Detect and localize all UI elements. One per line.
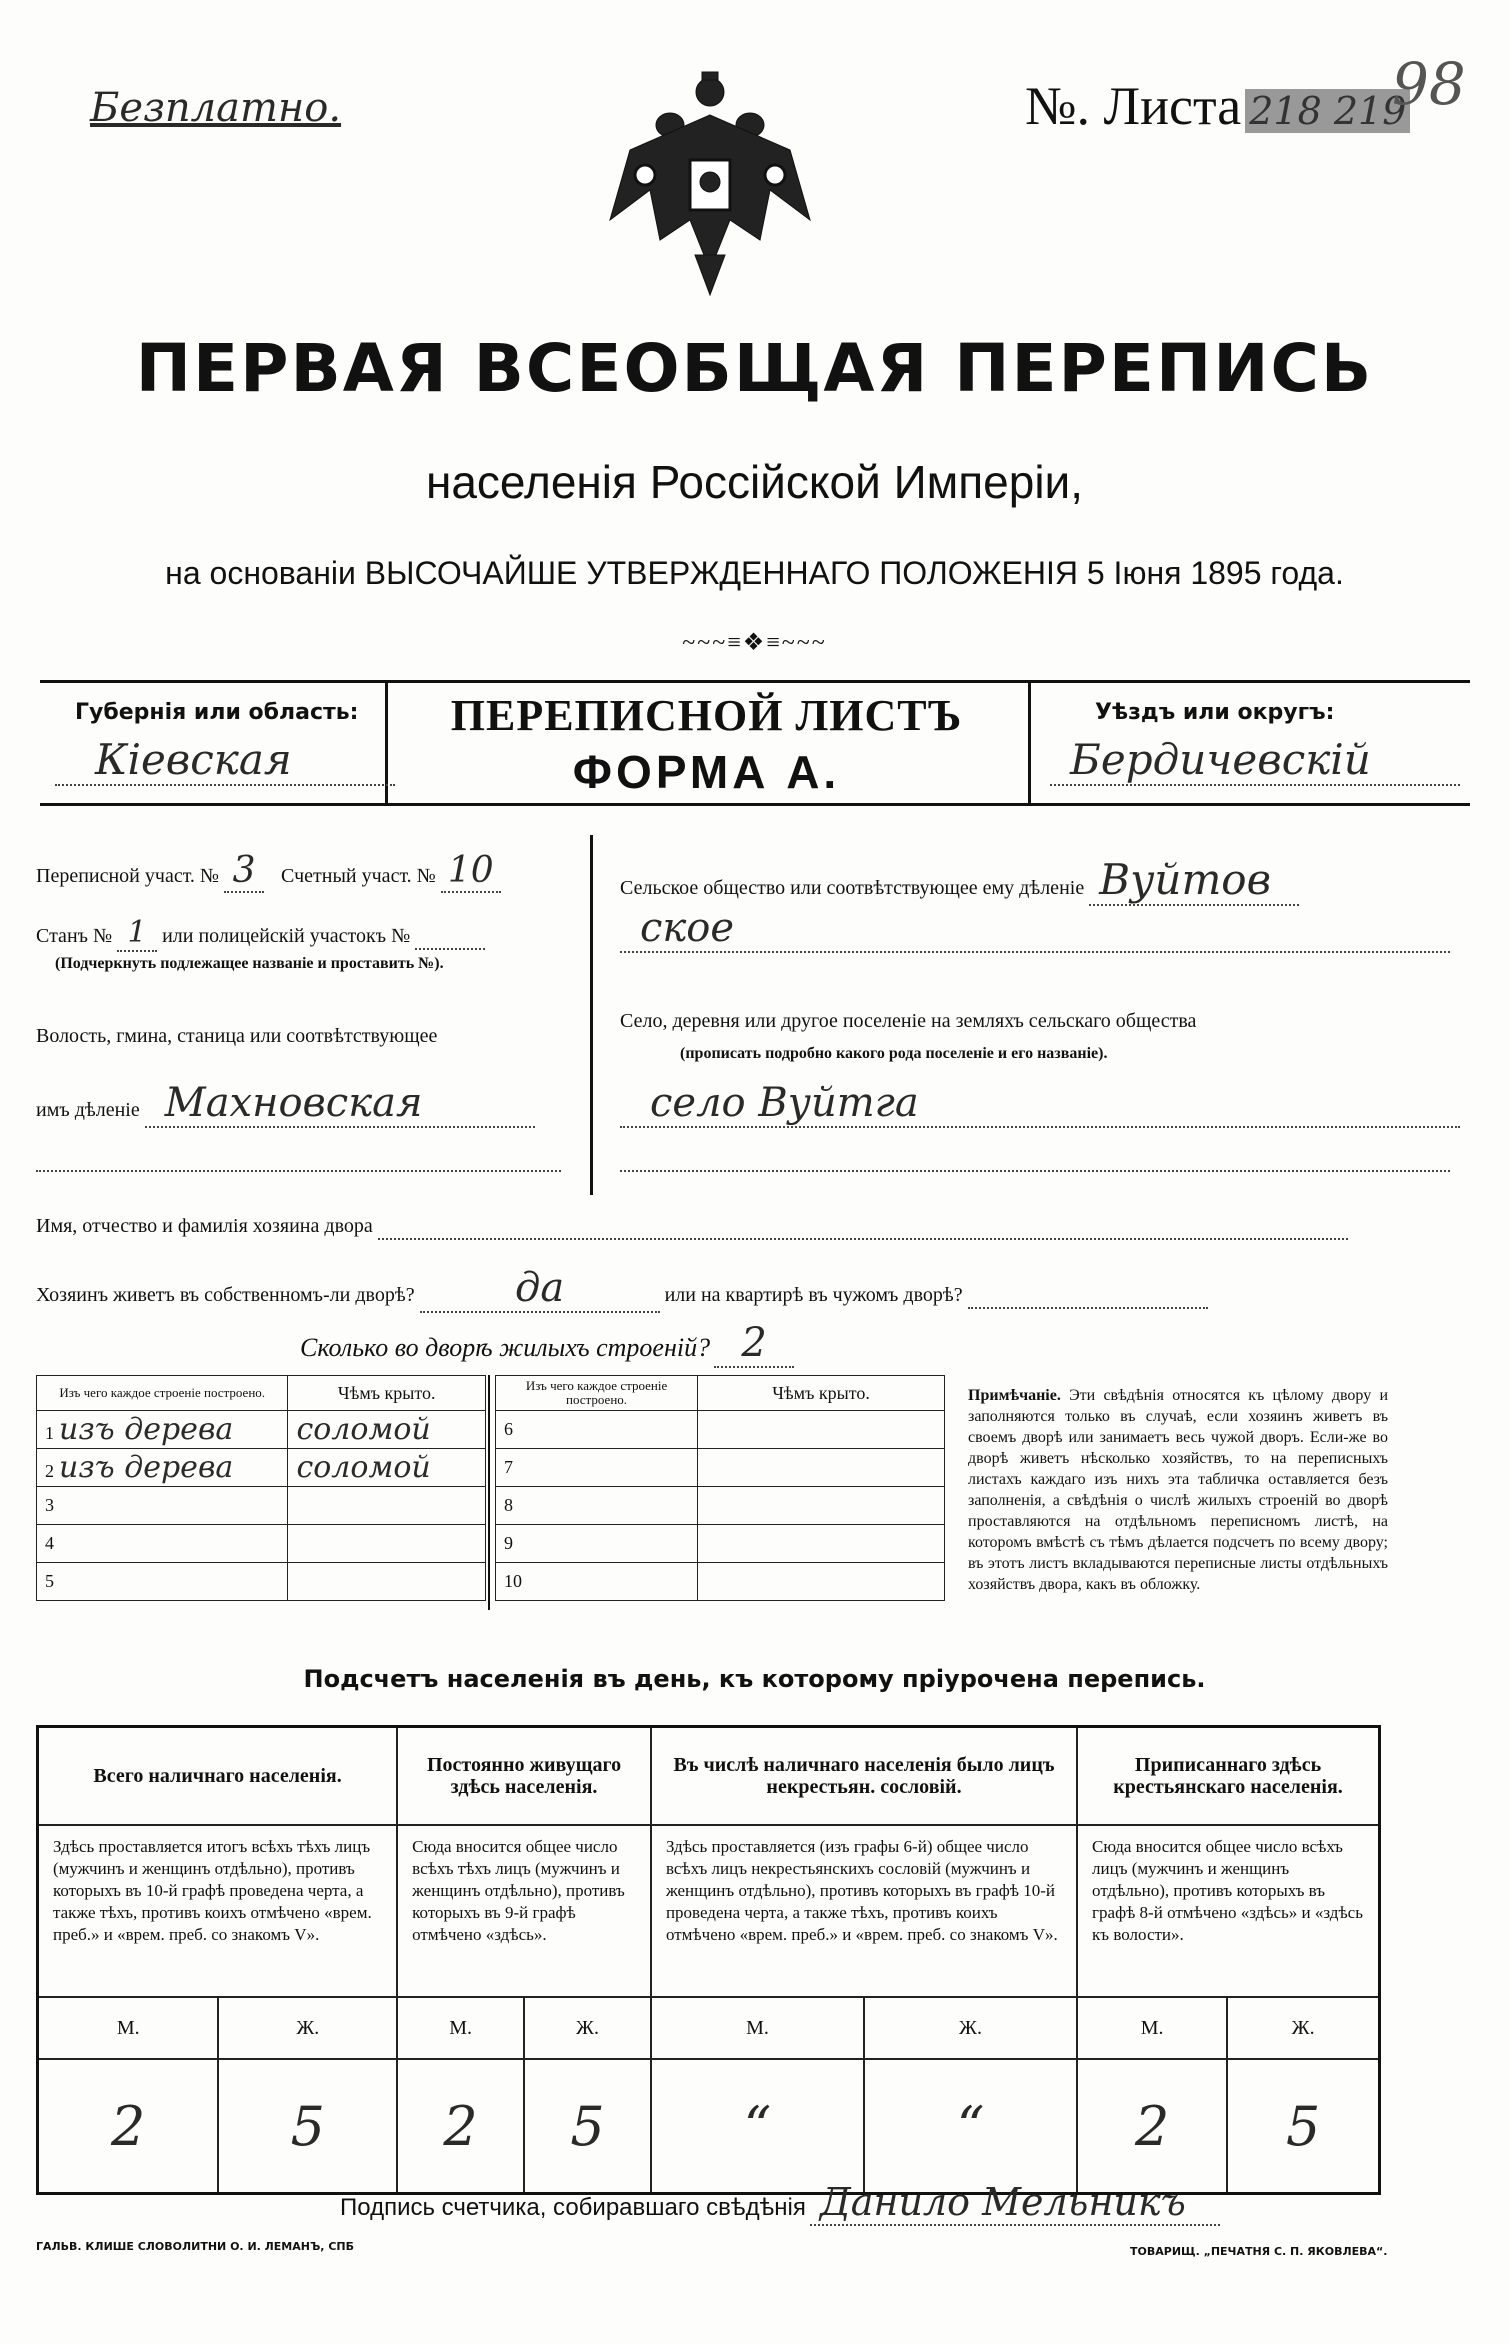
note-label: Примѣчаніе. (968, 1387, 1061, 1404)
buildings-table-right: Изъ чего каждое строеніе построено. Чѣмъ крыто. 6 7 8 9 10 (495, 1375, 945, 1601)
buildings-count-row (300, 1320, 794, 1368)
census-section-row (36, 850, 501, 893)
pop-f-label: Ж. (218, 1997, 397, 2059)
society-label: Сельское общество или соотвѣтствующее ему дѣленіе (620, 877, 1085, 899)
owner-name-label: Имя, отчество и фамилія хозяина двора (36, 1215, 373, 1237)
owner-name-row (36, 1215, 1348, 1240)
pop-m-label: М. (651, 1997, 864, 2059)
district-value: Бердичевскій (1050, 735, 1460, 786)
pop-f-label: Ж. (1227, 1997, 1379, 2059)
table-row: 10 (496, 1563, 945, 1601)
pop-col-3-desc: Здѣсь проставляется (изъ графы 6-й) общее число всѣхъ лицъ некрестьянскихъ сословій (мужчинъ и женщинъ отдѣльно), противъ которыхъ въ графѣ 10-й проведена черта, а также тѣхъ, противъ коихъ отмѣчено «врем. преб.» и «врем. преб. со знакомъ V». (651, 1825, 1077, 1997)
form-sheet-title: ПЕРЕПИСНОЙ ЛИСТЪ (450, 691, 963, 740)
pop-total-f: 5 (218, 2059, 397, 2194)
table-row: 7 (496, 1449, 945, 1487)
village-label: Село, деревня или другое поселеніе на земляхъ сельскаго общества (620, 1010, 1197, 1032)
pop-col-3-head: Въ числѣ наличнаго населенія было лицъ некрестьян. сословій. (651, 1727, 1077, 1826)
volost-blank-line (36, 1160, 561, 1172)
society-row (620, 855, 1299, 906)
volost-value: Махновская (145, 1080, 535, 1128)
pop-registered-m: 2 (1077, 2059, 1227, 2194)
counting-section-label: Счетный участ. № (281, 865, 436, 887)
buildings-count-value: 2 (714, 1320, 794, 1368)
village-blank-line (620, 1160, 1450, 1172)
pop-f-label: Ж. (524, 1997, 651, 2059)
imperial-eagle-emblem (590, 70, 830, 300)
province-value: Кіевская (55, 735, 395, 786)
census-section-label: Переписной участ. № (36, 865, 220, 887)
page-title: ПЕРВАЯ ВСЕОБЩАЯ ПЕРЕПИСЬ (135, 330, 1374, 407)
pop-permanent-f: 5 (524, 2059, 651, 2194)
form-header-top-rule (40, 680, 1470, 683)
district-label: Уѣздъ или округъ: (1095, 700, 1335, 725)
stan-row (36, 915, 485, 952)
page-subtitle: населенія Россійской Имперіи, (425, 456, 1084, 508)
police-blank (415, 925, 485, 950)
table-row: 2 изъ дерева соломой (37, 1449, 486, 1487)
table-row: 1 изъ дерева соломой (37, 1411, 486, 1449)
own-yard-label: Хозяинъ живетъ въ собственномъ-ли дворѣ? (36, 1284, 415, 1306)
rented-label: или на квартирѣ въ чужомъ дворѣ? (664, 1284, 963, 1306)
col-roof-header: Чѣмъ крыто. (288, 1376, 486, 1411)
form-header-bottom-rule (40, 803, 1470, 806)
note-text: Эти свѣдѣнія относятся къ цѣлому двору и заполняются только въ случаѣ, если хозяинъ живетъ въ своемъ дворѣ или занимаетъ весь чужой дворъ. Если-же во дворѣ живетъ нѣсколько хозяйствъ, то на переписныхъ листахъ каждаго изъ нихъ эта табличка оставляется безъ заполненія, а свѣдѣнія о числѣ жилыхъ строеній во дворѣ проставляются на отдѣльномъ переписномъ листѣ, на которомъ вмѣстѣ съ тѣмъ дѣлается подсчетъ по всему двору; въ этотъ листъ вкладываются переписные листы отдѣльныхъ хозяйствъ двора, какъ въ обложку. (968, 1387, 1389, 1593)
ornament-divider: ~~~≡❖≡~~~ (682, 630, 827, 656)
police-label: или полицейскій участокъ № (162, 925, 411, 947)
pop-col-1-desc: Здѣсь проставляется итогъ всѣхъ тѣхъ лицъ (мужчинъ и женщинъ отдѣльно), противъ которыхъ въ 10-й графѣ проведена черта, а также тѣхъ, противъ коихъ отмѣчено «врем. преб.» и «врем. преб. со знакомъ V». (38, 1825, 398, 1997)
col-material-header: Изъ чего каждое строеніе построено. (37, 1376, 288, 1411)
rented-blank (968, 1284, 1208, 1309)
table-row: 5 (37, 1563, 486, 1601)
pop-m-label: М. (38, 1997, 219, 2059)
table-row: 4 (37, 1525, 486, 1563)
owner-name-blank (378, 1215, 1348, 1240)
owner-yard-row (36, 1265, 1208, 1313)
free-label: Безплатно. (90, 85, 342, 131)
buildings-table-left (36, 1375, 486, 1601)
volost-label-2: имъ дѣленіе (36, 1099, 140, 1121)
sheet-number-value: 218 219 (1245, 89, 1410, 133)
table-row: 6 (496, 1411, 945, 1449)
legal-basis: на основаніи ВЫСОЧАЙШЕ УТВЕРЖДЕННАГО ПОЛОЖЕНІЯ 5 Іюня 1895 года. (165, 555, 1344, 591)
own-yard-value: да (420, 1265, 660, 1313)
population-table (36, 1725, 1381, 2195)
signature-label: Подпись счетчика, собиравшаго свѣдѣнія (340, 2194, 806, 2221)
stan-value: 1 (117, 915, 157, 952)
buildings-double-rule (488, 1375, 490, 1610)
table-row: 3 (37, 1487, 486, 1525)
pop-col-1-head: Всего наличнаго населенія. (38, 1727, 398, 1826)
printer-left: ГАЛЬВ. КЛИШЕ СЛОВОЛИТНИ О. И. ЛЕМАНЪ, СПБ (36, 2240, 354, 2253)
pop-m-label: М. (1077, 1997, 1227, 2059)
table-row: 8 (496, 1487, 945, 1525)
buildings-count-label: Сколько во дворѣ жилыхъ строеній? (300, 1333, 711, 1362)
pop-col-2-head: Постоянно живущаго здѣсь населенія. (397, 1727, 651, 1826)
volost-row (36, 1080, 535, 1128)
form-header-right-divider (1028, 680, 1031, 806)
sheet-number-block (1025, 75, 1410, 137)
printer-right: ТОВАРИЩ. „ПЕЧАТНЯ С. П. ЯКОВЛЕВА“. (1130, 2245, 1388, 2258)
form-name: ФОРМА А. (572, 746, 841, 798)
province-label: Губернія или область: (75, 700, 359, 725)
village-value: село Вуйтга (620, 1080, 1460, 1128)
population-title: Подсчетъ населенія въ день, къ которому пріурочена перепись. (303, 1665, 1206, 1693)
table-row: 9 (496, 1525, 945, 1563)
sheet-number-label: №. Листа (1025, 76, 1242, 136)
pop-total-m: 2 (38, 2059, 219, 2194)
stan-label: Станъ № (36, 925, 113, 947)
pop-noncitizen-m: “ (651, 2059, 864, 2194)
pop-col-4-head: Приписаннаго здѣсь крестьянскаго населенія. (1077, 1727, 1379, 1826)
pop-col-4-desc: Сюда вносится общее число всѣхъ лицъ (мужчинъ и женщинъ отдѣльно), противъ которыхъ въ графѣ 8-й отмѣчено «здѣсь» и «здѣсь къ волости». (1077, 1825, 1379, 1997)
corner-number: 98 (1392, 50, 1466, 118)
fields-column-divider (590, 835, 593, 1195)
pop-m-label: М. (397, 1997, 524, 2059)
society-value: Вуйтов (1089, 855, 1299, 906)
village-note: (прописать подробно какого рода поселеніе и его названіе). (680, 1045, 1108, 1062)
volost-label: Волость, гмина, станица или соотвѣтствующее (36, 1025, 438, 1047)
society-value-2: ское (620, 905, 1450, 953)
pop-f-label: Ж. (864, 1997, 1077, 2059)
counting-section-value: 10 (441, 850, 501, 893)
pop-registered-f: 5 (1227, 2059, 1379, 2194)
stan-note: (Подчеркнуть подлежащее названіе и проставить №). (55, 955, 444, 972)
pop-permanent-m: 2 (397, 2059, 524, 2194)
pop-col-2-desc: Сюда вносится общее число всѣхъ тѣхъ лицъ (мужчинъ и женщинъ отдѣльно), противъ которыхъ въ 9-й графѣ отмѣчено «здѣсь». (397, 1825, 651, 1997)
signature-value: Данило Мельникъ (810, 2180, 1220, 2226)
pop-noncitizen-f: “ (864, 2059, 1077, 2194)
note-block (968, 1385, 1388, 1595)
census-section-value: 3 (224, 850, 264, 893)
signature-row (340, 2180, 1220, 2226)
